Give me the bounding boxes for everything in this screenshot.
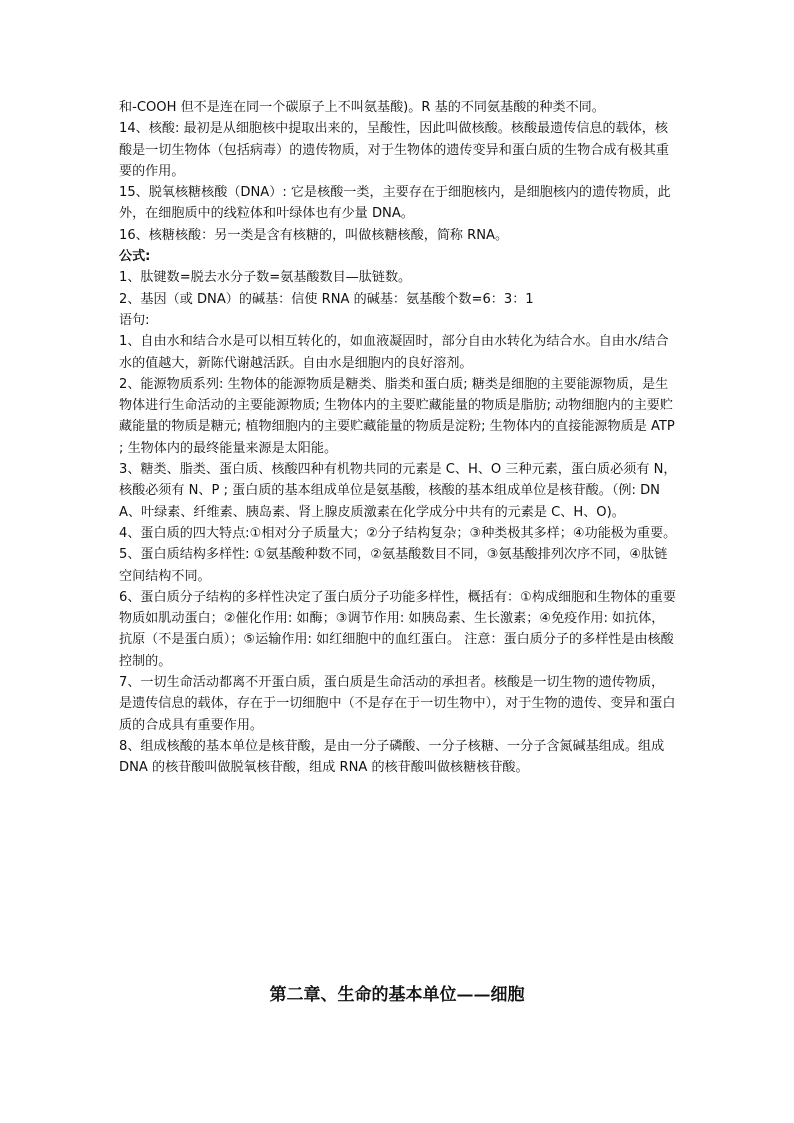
statement-6: 6、蛋白质分子结构的多样性决定了蛋白质分子功能多样性，概括有：①构成细胞和生物体的重要物质如肌动蛋白；②催化作用: 如酶；③调节作用: 如胰岛素、生长激素；④免疫作用: 如抗体，抗原（不是蛋白质）；⑤运输作用: 如红细胞中的血红蛋白。 注意：蛋白质分子的多样性是由核酸控制的。: [119, 589, 676, 669]
statement-3: 3、糖类、脂类、蛋白质、核酸四种有机物共同的元素是 C、H、O 三种元素，蛋白质必须有 N，核酸必须有 N、P ; 蛋白质的基本组成单位是氨基酸，核酸的基本组成单位是核苷酸。（例: DNA、叶绿素、纤维素、胰岛素、肾上腺皮质激素在化学成分中共有的元素是 C、H、O)。: [119, 462, 677, 520]
statement-4: 4、蛋白质的四大特点:①相对分子质量大；②分子结构复杂；③种类极其多样；④功能极为重要。: [119, 525, 677, 541]
paragraph-16-rna: 16、核糖核酸：另一类是含有核糖的，叫做核糖核酸，简称 RNA。: [119, 227, 509, 243]
statement-7: 7、一切生命活动都离不开蛋白质，蛋白质是生命活动的承担者。核酸是一切生物的遗传物质，是遗传信息的载体，存在于一切细胞中（不是存在于一切生物中），对于生物的遗传、变异和蛋白质的合成具有重要作用。: [119, 675, 676, 733]
statement-8: 8、组成核酸的基本单位是核苷酸，是由一分子磷酸、一分子核糖、一分子含氮碱基组成。组成 DNA 的核苷酸叫做脱氧核苷酸，组成 RNA 的核苷酸叫做核糖核苷酸。: [119, 738, 669, 776]
document-body: [119, 97, 677, 779]
chapter-title: 第二章、生命的基本单位——细胞: [269, 985, 525, 1005]
formula-heading: 公式:: [119, 249, 151, 265]
formula-1: 1、肽键数=脱去水分子数=氨基酸数目—肽链数。: [119, 270, 412, 286]
statement-5: 5、蛋白质结构多样性: ①氨基酸种数不同，②氨基酸数目不同，③氨基酸排列次序不同，④肽链空间结构不同。: [119, 547, 668, 584]
statements-heading: 语句:: [119, 312, 150, 328]
statement-2: 2、能源物质系列: 生物体的能源物质是糖类、脂类和蛋白质; 糖类是细胞的主要能源物质，是生物体进行生命活动的主要能源物质; 生物体内的主要贮藏能量的物质是脂肪; 动物细胞内的主要贮藏能量的物质是糖元; 植物细胞内的主要贮藏能量的物质是淀粉; 生物体内的直接能源物质是 ATP ; 生物体内的最终能量来源是太阳能。: [119, 376, 679, 456]
paragraph-14-nucleic-acid: 14、核酸: 最初是从细胞核中提取出来的，呈酸性，因此叫做核酸。核酸最遗传信息的载体，核酸是一切生物体（包括病毒）的遗传物质，对于生物体的遗传变异和蛋白质的生物合成有极其重要的作用。: [119, 121, 669, 179]
formula-2: 2、基因（或 DNA）的碱基：信使 RNA 的碱基：氨基酸个数=6：3：1: [119, 291, 534, 307]
statement-1: 1、自由水和结合水是可以相互转化的，如血液凝固时，部分自由水转化为结合水。自由水/结合水的值越大，新陈代谢越活跃。自由水是细胞内的良好溶剂。: [119, 334, 669, 371]
paragraph-continuation: 和-COOH 但不是连在同一个碳原子上不叫氨基酸)。R 基的不同氨基酸的种类不同。: [119, 100, 605, 115]
paragraph-15-dna: 15、脱氧核糖核酸（DNA）: 它是核酸一类，主要存在于细胞核内，是细胞核内的遗传物质，此外，在细胞质中的线粒体和叶绿体也有少量 DNA。: [119, 185, 671, 222]
